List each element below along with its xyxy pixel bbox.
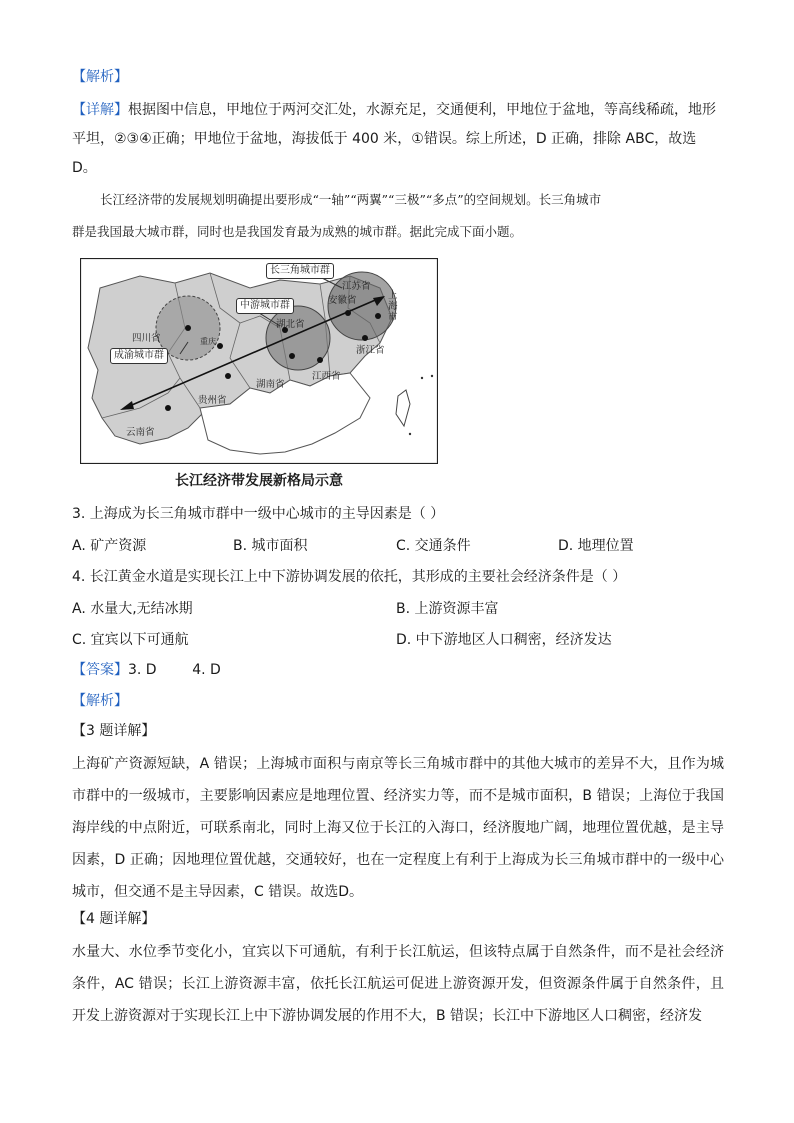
city-dot-changsha	[289, 353, 295, 359]
label-jiangsu: 江苏省	[342, 281, 371, 292]
city-dot-guiyang	[225, 373, 231, 379]
label-chengyu-cluster: 成渝城市群	[110, 348, 168, 364]
label-anhui: 安徽省	[328, 295, 357, 306]
q4-option-a: A. 水量大,无结冰期	[72, 601, 193, 617]
q4-option-b: B. 上游资源丰富	[396, 601, 499, 617]
answer-value: 3. D 4. D	[128, 662, 221, 678]
analysis-detail-line1	[72, 99, 716, 121]
city-dot-chengdu	[185, 325, 191, 331]
city-dot-shanghai	[375, 313, 381, 319]
city-dot-chongqing	[217, 343, 223, 349]
detail-tag: 【详解】	[72, 102, 128, 118]
q3-detail-text: 上海矿产资源短缺，A 错误；上海城市面积与南京等长三角城市群中的其他大城市的差异不大，且作为城市群中的一级城市，主要影响因素应是地理位置、经济实力等，而不是城市面积，B 错误；上海位于我国海岸线的中点附近，可联系南北，同时上海又位于长江的入海口，经济腹地广阔，地理位置优越，是主导因素，D 正确；因地理位置优越，交通较好，也在一定程度上有利于上海成为长三角城市群中的一级中心城市，但交通不是主导因素，C 错误。故选D。	[72, 756, 724, 900]
analysis-heading: 【解析】	[72, 69, 128, 85]
label-zhejiang: 浙江省	[356, 345, 385, 356]
label-yrd-cluster: 长三角城市群	[266, 263, 334, 279]
q3-option-a: A. 矿产资源	[72, 538, 147, 554]
analysis-detail-line2: 平坦，②③④正确；甲地位于盆地，海拔低于 400 米，①错误。综上所述，D 正确，排除 ABC，故选	[72, 131, 697, 147]
answer-line	[72, 659, 221, 681]
q3-detail-tag: 【3 题详解】	[72, 723, 156, 739]
answer-tag: 【答案】	[72, 662, 128, 678]
intro-line2: 群是我国最大城市群，同时也是我国发育最为成熟的城市群。据此完成下面小题。	[72, 224, 523, 239]
q4-option-c: C. 宜宾以下可通航	[72, 632, 189, 648]
city-dot-nanchang	[317, 357, 323, 363]
city-dot-hangzhou	[362, 335, 368, 341]
q4-stem: 4. 长江黄金水道是实现长江上中下游协调发展的依托，其形成的主要社会经济条件是（ ）	[72, 569, 627, 585]
yangtze-economic-belt-map	[80, 258, 438, 464]
city-dot-nanjing	[345, 310, 351, 316]
q3-option-b: B. 城市面积	[233, 538, 308, 554]
detail-text-1: 根据图中信息，甲地位于两河交汇处，水源充足，交通便利，甲地位于盆地，等高线稀疏，地形	[128, 102, 716, 118]
q3-stem: 3. 上海成为长三角城市群中一级中心城市的主导因素是（ ）	[72, 506, 445, 522]
label-hunan: 湖南省	[256, 379, 285, 390]
map-caption: 长江经济带发展新格局示意	[175, 473, 343, 489]
label-midstream-cluster: 中游城市群	[236, 298, 294, 314]
island-dot-2	[431, 375, 433, 377]
label-shanghai: 上海市	[388, 290, 398, 323]
city-dot-kunming	[165, 405, 171, 411]
intro-line1: 长江经济带的发展规划明确提出要形成“一轴”“两翼”“三极”“多点”的空间规划。长三角城市	[100, 192, 602, 207]
label-chongqing: 重庆	[200, 337, 216, 346]
analysis2-heading: 【解析】	[72, 693, 128, 709]
analysis-detail-line3: D。	[72, 160, 97, 176]
island-dot-1	[421, 377, 423, 379]
label-jiangxi: 江西省	[312, 371, 341, 382]
island-dot-3	[409, 433, 411, 435]
q3-option-c: C. 交通条件	[396, 538, 471, 554]
q3-option-d: D. 地理位置	[558, 538, 634, 554]
q4-detail-text: 水量大、水位季节变化小，宜宾以下可通航，有利于长江航运，但该特点属于自然条件，而不是社会经济条件，AC 错误；长江上游资源丰富，依托长江航运可促进上游资源开发，但资源条件属于自然条件，且开发上游资源对于实现长江上中下游协调发展的作用不大，B 错误；长江中下游地区人口稠密，经济发	[72, 944, 724, 1024]
label-sichuan: 四川省	[132, 333, 161, 344]
q4-detail-tag: 【4 题详解】	[72, 911, 156, 927]
label-guizhou: 贵州省	[198, 395, 227, 406]
q4-option-d: D. 中下游地区人口稠密，经济发达	[396, 632, 612, 648]
label-yunnan: 云南省	[126, 427, 155, 438]
label-hubei: 湖北省	[276, 319, 305, 330]
